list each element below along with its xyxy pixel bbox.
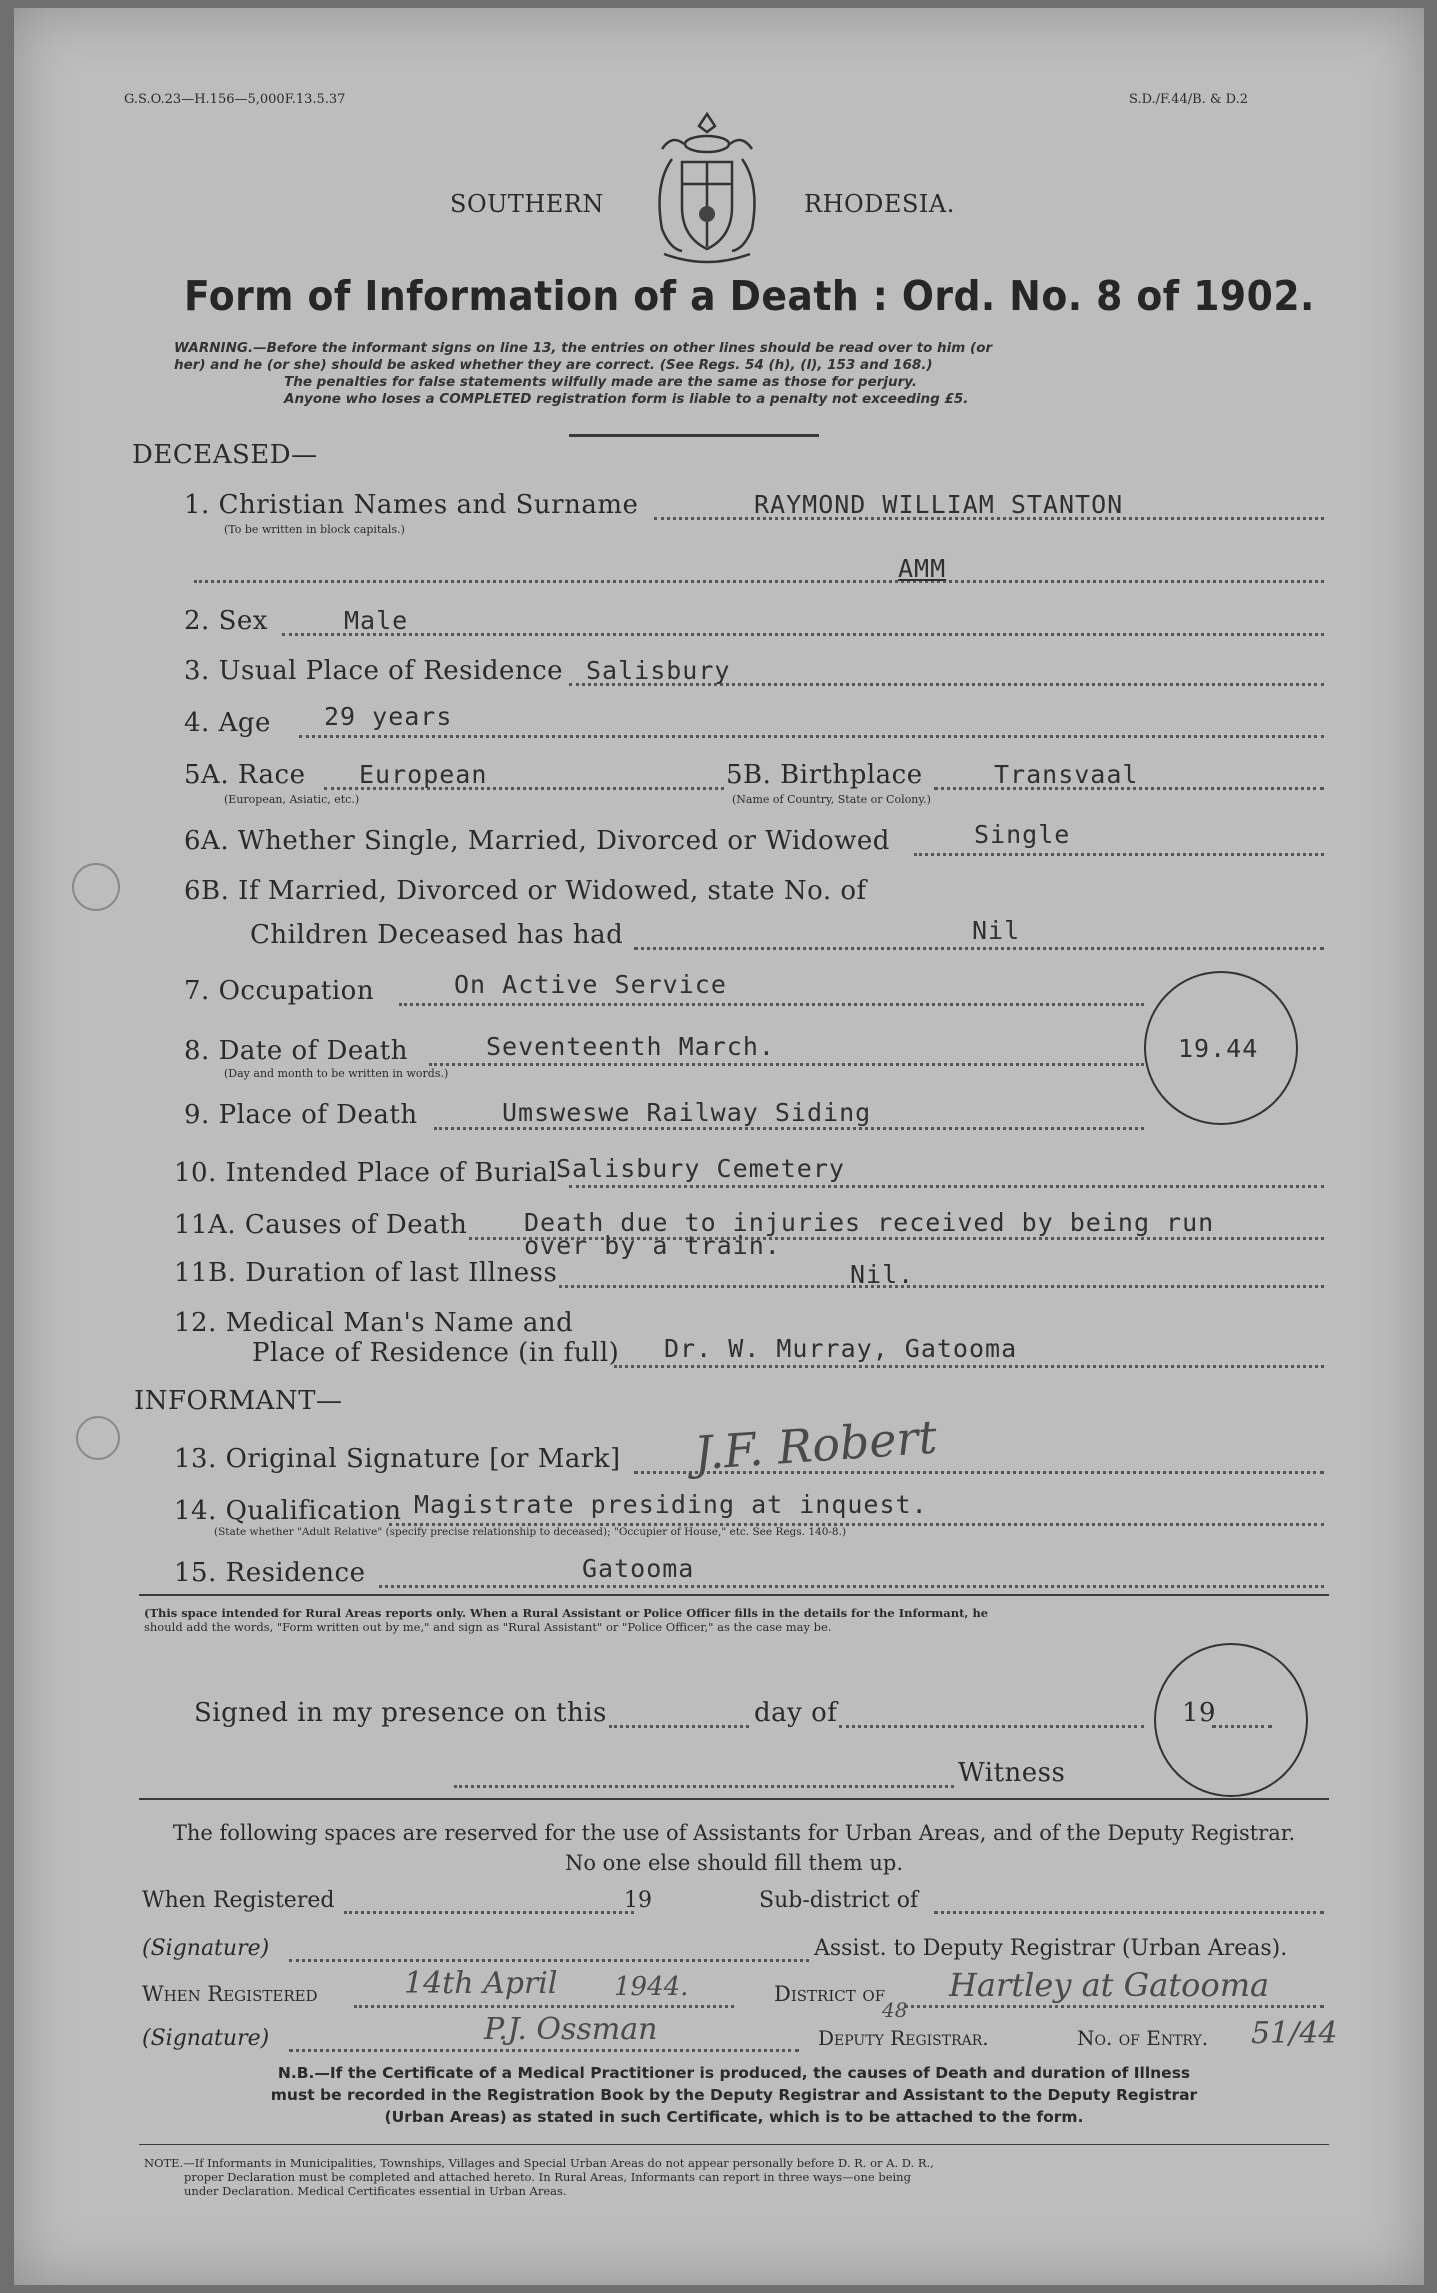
witness-year: 19 <box>1182 1698 1217 1728</box>
field-12-label-2: Place of Residence (in full) <box>252 1338 620 1368</box>
field-11a-label: 11A. Causes of Death <box>174 1210 468 1240</box>
entry-value: 51/44 <box>1251 2016 1338 2051</box>
field-6b-label-1: 6B. If Married, Divorced or Widowed, state No. of <box>184 876 867 906</box>
nb-line: N.B.—If the Certificate of a Medical Practitioner is produced, the causes of Death and duration of Illness <box>277 2064 1191 2082</box>
field-13-label: 13. Original Signature [or Mark] <box>174 1444 621 1474</box>
field-6b-value: Nil <box>972 916 1021 945</box>
field-10-label: 10. Intended Place of Burial <box>174 1158 558 1188</box>
informant-heading: INFORMANT— <box>134 1386 343 1416</box>
nb-line: (Urban Areas) as stated in such Certificate, which is to be attached to the form. <box>384 2108 1084 2126</box>
warning-line: Anyone who loses a COMPLETED registration form is liable to a penalty not exceeding £5. <box>284 391 969 407</box>
deputy-registrar-label: Deputy Registrar. <box>818 2026 989 2050</box>
field-14-value: Magistrate presiding at inquest. <box>414 1490 928 1519</box>
field-5a-label: 5A. Race <box>184 760 306 790</box>
reserved-line: No one else should fill them up. <box>564 1851 904 1875</box>
registration-year: 1944. <box>614 1972 689 2002</box>
field-1-note: (To be written in block capitals.) <box>224 523 405 536</box>
field-8-year: 19.44 <box>1178 1034 1259 1063</box>
field-1b-value: AMM <box>898 554 947 583</box>
reserved-line: The following spaces are reserved for the use of Assistants for Urban Areas, and of the Deputy Registrar. <box>172 1821 1296 1845</box>
field-9-value: Umsweswe Railway Siding <box>502 1098 872 1127</box>
informant-signature: J.F. Robert <box>692 1409 939 1481</box>
section-divider <box>139 1798 1329 1800</box>
field-1-label: 1. Christian Names and Surname <box>184 490 639 520</box>
field-15-label: 15. Residence <box>174 1558 366 1588</box>
witness-year-circle <box>1154 1643 1308 1797</box>
footer-note-line: under Declaration. Medical Certificates essential in Urban Areas. <box>184 2184 567 2198</box>
field-7-value: On Active Service <box>454 970 727 999</box>
field-4-value: 29 years <box>324 702 453 731</box>
form-code-left: G.S.O.23—H.156—5,000F.13.5.37 <box>124 92 346 107</box>
signature-1-label: (Signature) <box>142 1936 270 1961</box>
reserved-note <box>139 1818 1329 1878</box>
coat-of-arms-icon <box>642 104 772 269</box>
field-11b-label: 11B. Duration of last Illness <box>174 1258 558 1288</box>
year-1: 19 <box>624 1888 652 1913</box>
district-value: Hartley at Gatooma <box>949 1966 1270 2004</box>
witness-label: Witness <box>958 1758 1066 1788</box>
punch-hole <box>76 1416 120 1460</box>
death-form-page <box>14 8 1424 2285</box>
field-3-label: 3. Usual Place of Residence <box>184 656 564 686</box>
section-divider <box>139 1594 1329 1596</box>
registration-date: 14th April <box>404 1966 558 2001</box>
field-15-value: Gatooma <box>582 1554 695 1583</box>
field-5b-label: 5B. Birthplace <box>726 760 923 790</box>
field-7-label: 7. Occupation <box>184 976 375 1006</box>
district-label: District of <box>774 1982 886 2006</box>
signature-2-label: (Signature) <box>142 2026 270 2051</box>
field-3-value: Salisbury <box>586 656 731 685</box>
sub-district-label: Sub-district of <box>759 1888 919 1913</box>
field-5a-note: (European, Asiatic, etc.) <box>224 793 360 806</box>
registrar-signature: P.J. Ossman <box>484 2012 658 2047</box>
field-6a-label: 6A. Whether Single, Married, Divorced or Widowed <box>184 826 890 856</box>
field-11b-value: Nil. <box>850 1260 915 1289</box>
field-2-label: 2. Sex <box>184 606 268 636</box>
field-14-label: 14. Qualification <box>174 1496 402 1526</box>
entry-label: No. of Entry. <box>1077 2026 1209 2050</box>
title-divider <box>569 434 819 437</box>
footer-note-line: NOTE.—If Informants in Municipalities, Townships, Villages and Special Urban Areas do not appear personally before D. R. or A. D. R., <box>144 2156 934 2170</box>
field-4-label: 4. Age <box>184 708 271 738</box>
form-code-right: S.D./F.44/B. & D.2 <box>1129 92 1248 107</box>
field-5b-value: Transvaal <box>994 760 1139 789</box>
field-11a-value-1: Death due to injuries received by being run <box>524 1208 1215 1237</box>
field-14-note: (State whether "Adult Relative" (specify precise relationship to deceased); "Occupier of House," etc. See Regs. 140-8.) <box>214 1526 847 1538</box>
rhodesia-label: RHODESIA. <box>804 190 955 218</box>
field-5b-note: (Name of Country, State or Colony.) <box>732 793 931 806</box>
nb-line: must be recorded in the Registration Book by the Deputy Registrar and Assistant to the Deputy Registrar <box>270 2086 1198 2104</box>
field-5a-value: European <box>359 760 488 789</box>
when-registered-2: When Registered <box>142 1982 318 2006</box>
warning-block <box>174 340 992 408</box>
section-divider <box>139 2144 1329 2145</box>
field-11a-value-2: over by a train. <box>524 1231 781 1260</box>
entry-extra: 48 <box>882 1998 908 2022</box>
assist-label: Assist. to Deputy Registrar (Urban Areas). <box>814 1936 1288 1961</box>
rural-note-line: (This space intended for Rural Areas reports only. When a Rural Assistant or Police Officer fills in the details for the Informant, he <box>144 1606 989 1620</box>
field-12-value: Dr. W. Murray, Gatooma <box>664 1334 1018 1363</box>
footer-note <box>144 2156 934 2198</box>
field-12-label-1: 12. Medical Man's Name and <box>174 1308 574 1338</box>
field-9-label: 9. Place of Death <box>184 1100 418 1130</box>
rural-note <box>144 1606 988 1634</box>
field-10-value: Salisbury Cemetery <box>556 1154 845 1183</box>
field-8-label: 8. Date of Death <box>184 1036 408 1066</box>
southern-label: SOUTHERN <box>450 190 604 218</box>
rural-note-line: should add the words, "Form written out by me," and sign as "Rural Assistant" or "Police Officer," as the case may be. <box>144 1620 832 1634</box>
nb-note <box>139 2062 1329 2128</box>
form-title: Form of Information of a Death : Ord. No. 8 of 1902. <box>184 272 1315 320</box>
warning-line: her) and he (or she) should be asked whether they are correct. (See Regs. 54 (h), (l), 153 and 168.) <box>174 357 933 373</box>
signed-label: Signed in my presence on this <box>194 1698 607 1728</box>
field-8-value: Seventeenth March. <box>486 1032 775 1061</box>
footer-note-line: proper Declaration must be completed and attached hereto. In Rural Areas, Informants can report in three ways—one being <box>184 2170 911 2184</box>
field-6a-value: Single <box>974 820 1071 849</box>
warning-line: The penalties for false statements wilfully made are the same as those for perjury. <box>284 374 917 390</box>
field-8-note: (Day and month to be written in words.) <box>224 1067 449 1080</box>
when-registered-1: When Registered <box>142 1888 335 1913</box>
warning-line: WARNING.—Before the informant signs on line 13, the entries on other lines should be read over to him (or <box>174 340 993 356</box>
field-6b-label-2: Children Deceased has had <box>250 920 624 950</box>
field-1-value: RAYMOND WILLIAM STANTON <box>754 490 1124 519</box>
punch-hole <box>72 863 120 911</box>
deceased-heading: DECEASED— <box>132 440 318 470</box>
day-of-label: day of <box>754 1698 838 1728</box>
field-2-value: Male <box>344 606 409 635</box>
